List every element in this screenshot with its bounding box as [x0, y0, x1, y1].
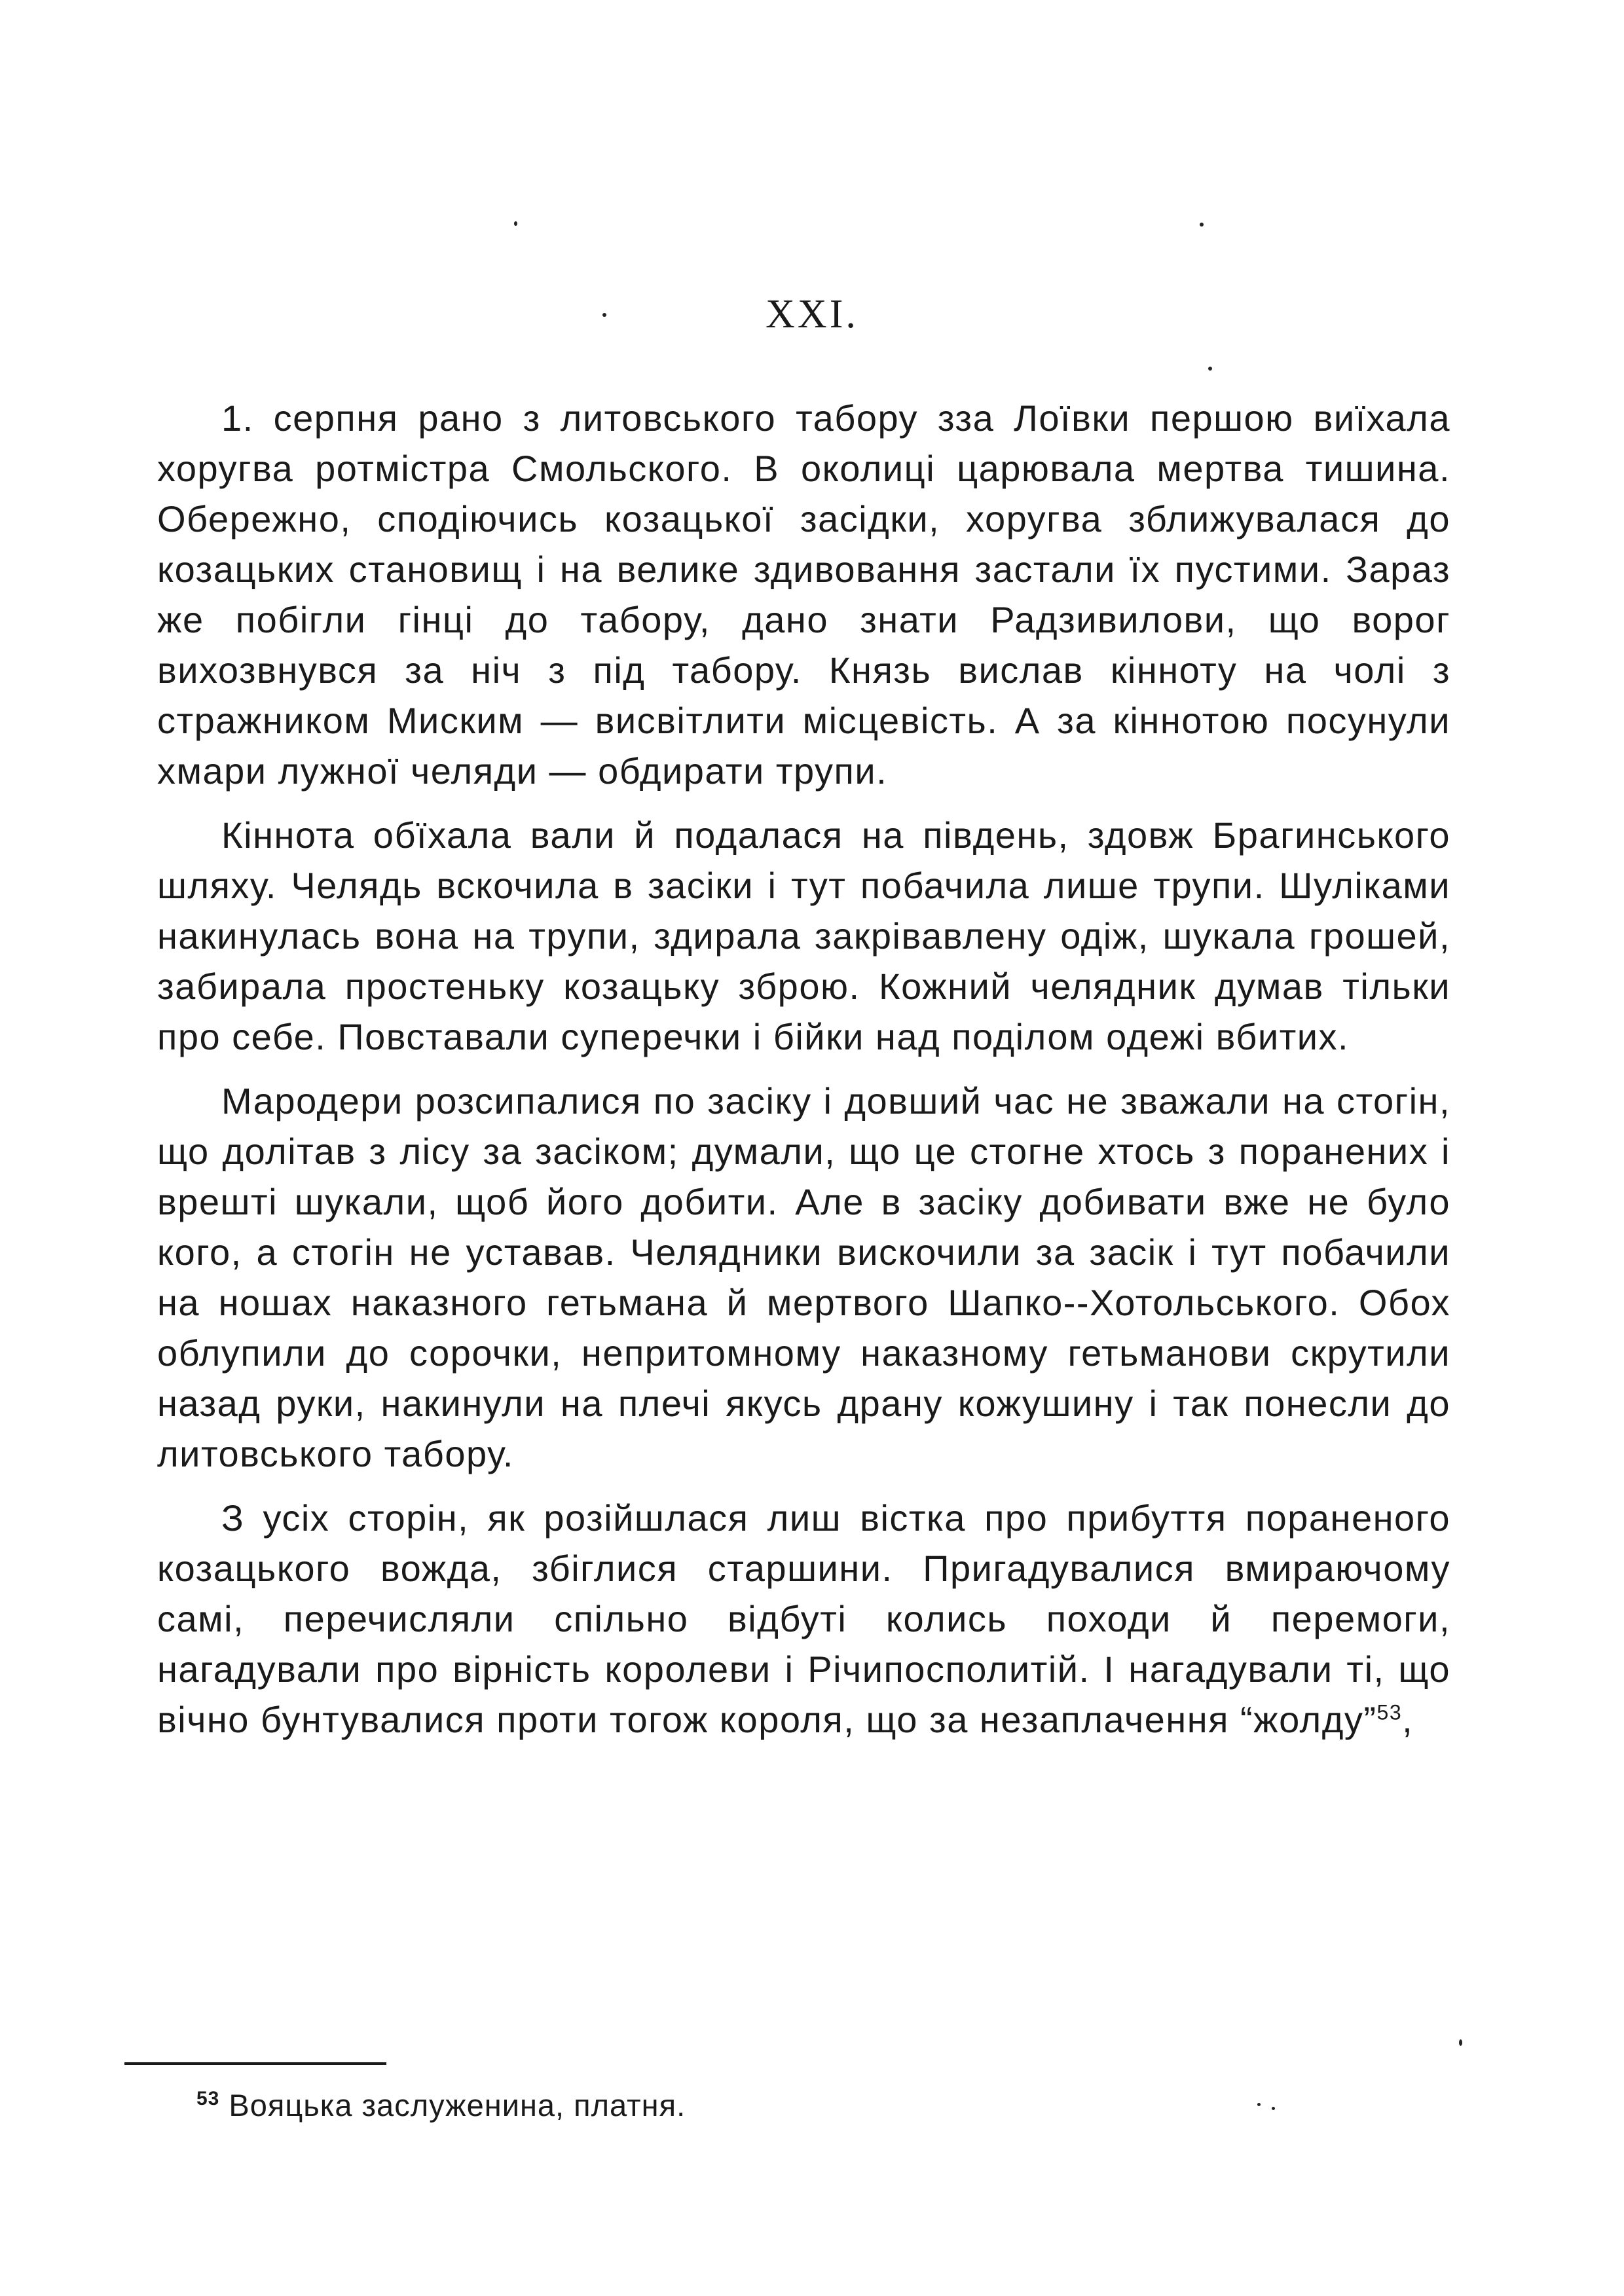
ink-speck [1208, 367, 1212, 371]
ink-speck [1257, 2103, 1261, 2106]
paragraph-1: 1. серпня рано з литовського табору зза Лоївки першою виїхала хоругва ротмістра Смольского. В околиці царювала мертва тишина. Обережно, сподіючись козацької засідки, хоругва зближувалася до козацьких становищ і на велике здивовання застали їх пустими. Зараз же побігли гінці до табору, дано знати Радзивилови, що ворог вихозвнувся за ніч з під табору. Князь вислав кінноту на чолі з стражником Миским — висвітлити місцевість. А за кіннотою посунули хмари лужної челяди — обдирати трупи. [157, 397, 1450, 792]
ink-speck [514, 221, 517, 226]
footnote-divider [124, 2062, 386, 2065]
paragraph-4-tail: , [1402, 1699, 1414, 1740]
footnote-reference: 53 [1376, 1700, 1403, 1724]
chapter-title: XXI. [766, 292, 858, 337]
paragraph-2: Кіннота обїхала вали й подалася на південь, здовж Брагинського шляху. Челядь вскочила в засіки і тут побачила лише трупи. Шуліками накинулась вона на трупи, здирала закрівавлену одіж, шукала грошей, забирала простеньку козацьку зброю. Кожний челядник думав тільки про себе. Повставали суперечки і бійки над поділом одежі вбитих. [157, 814, 1450, 1057]
footnote-text: Вояцька заслуженина, платня. [229, 2088, 686, 2123]
paragraph-4-text: З усіх сторін, як розійшлася лиш вістка про прибуття пораненого козацького вожда, збіглися старшини. Пригадувалися вмираючому самі, перечисляли спільно відбуті колись походи й перемоги, нагадували про вірність королеви і Річипосполитій. І нагадували ті, що вічно бунтувалися проти тогож короля, що за незаплачення “жолду” [157, 1497, 1450, 1740]
ink-speck [1272, 2107, 1275, 2110]
paragraph-4 [157, 1493, 1450, 1745]
ink-speck [1200, 223, 1204, 227]
footnote-marker: 53 [196, 2088, 220, 2110]
paragraph-3: Мародери розсипалися по засіку і довший час не зважали на стогін, що долітав з лісу за засіком; думали, що це стогне хтось з поранених і врешті шукали, щоб його добити. Але в засіку добивати вже не було кого, а стогін не уставав. Челядники вискочили за засік і тут побачили на ношах наказного гетьмана й мертвого Шапко--Хотольського. Обох облупили до сорочки, непритомному наказному гетьманови скрутили назад руки, накинули на плечі якусь драну кожушину і так понесли до литовського табору. [157, 1080, 1450, 1474]
footnote [196, 2087, 686, 2123]
ink-speck [1459, 2039, 1462, 2046]
body-text [157, 393, 1450, 1758]
